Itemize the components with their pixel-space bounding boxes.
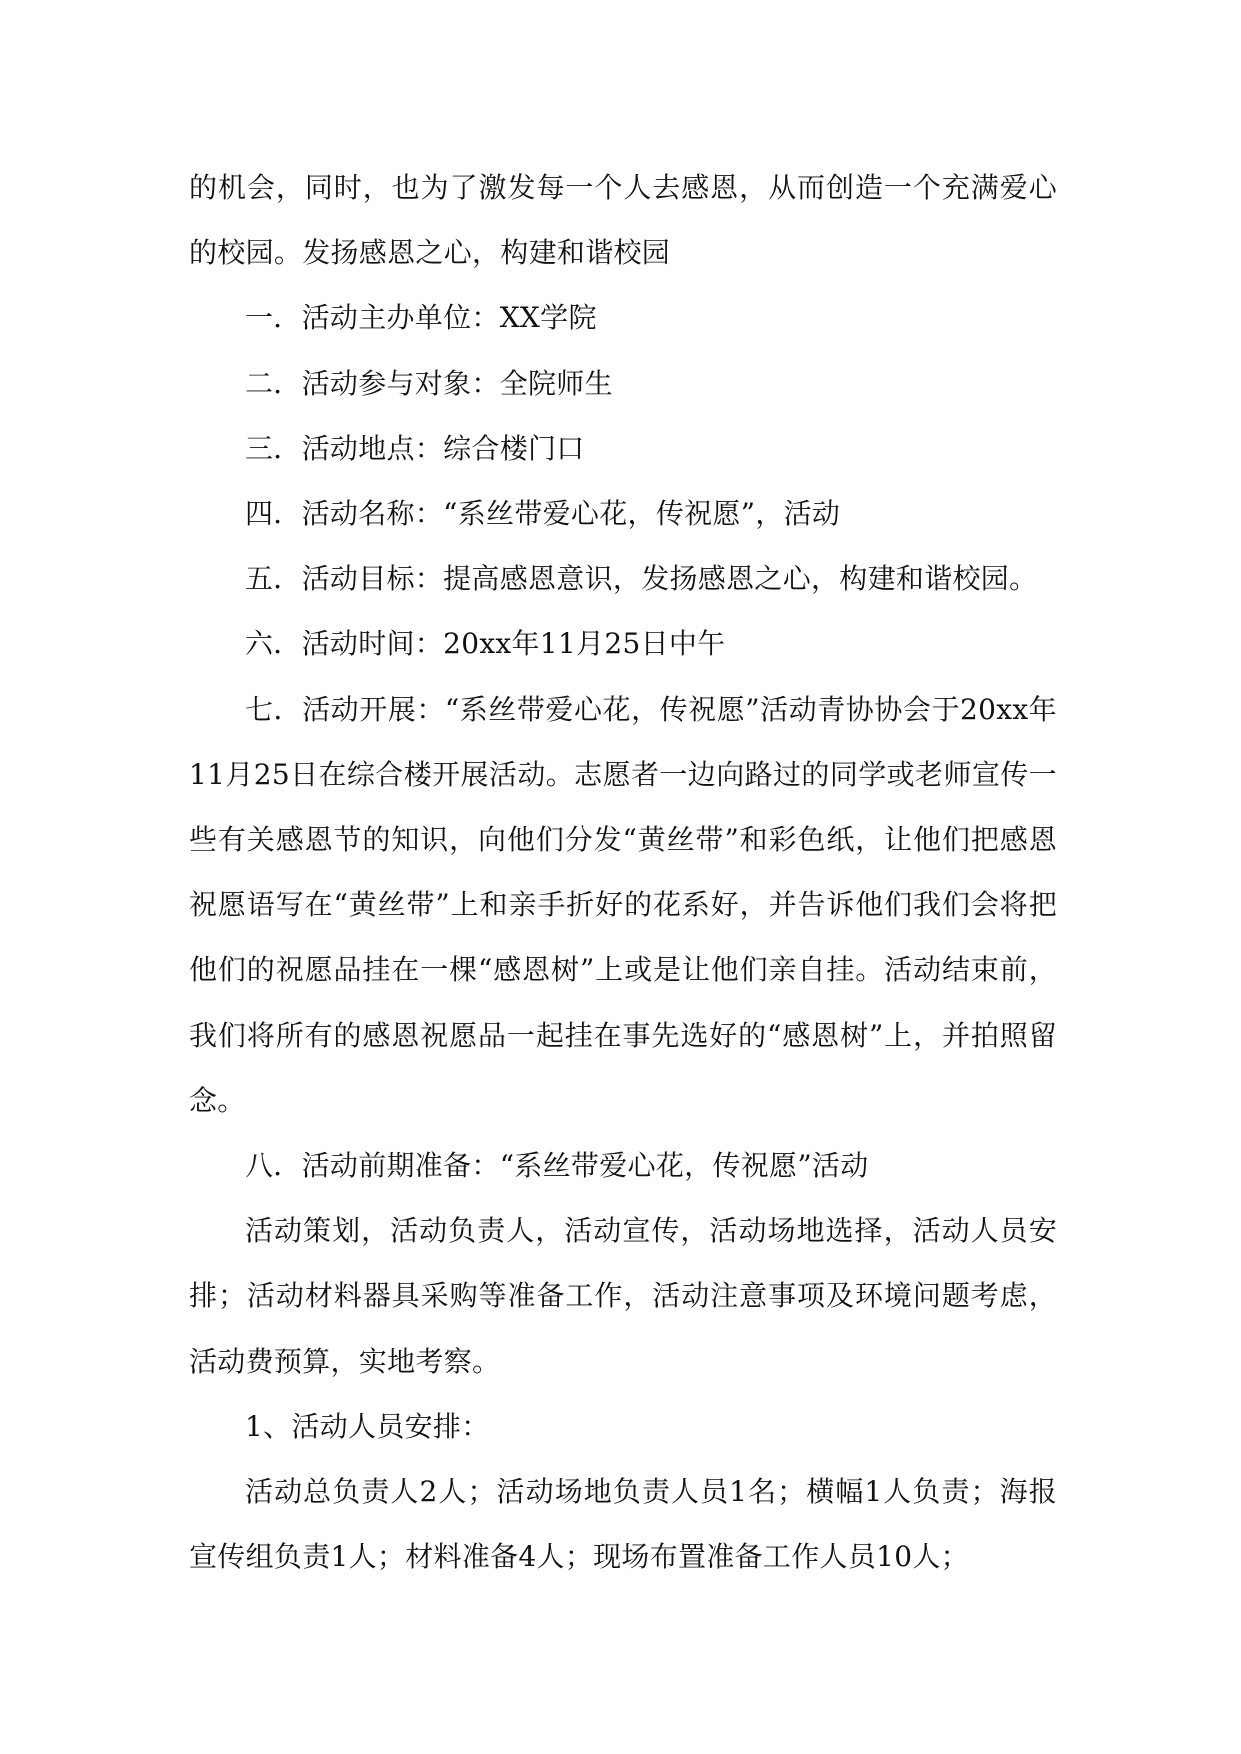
paragraph-staff-heading: 1、活动人员安排： xyxy=(245,1409,490,1443)
paragraph-process: 七．活动开展：“系丝带爱心花，传祝愿”活动青协协会于20xx年11月25日在综合楼开展活动。志愿者一边向路过的同学或老师宣传一些有关感恩节的知识，向他们分发“黄丝带”和彩色纸，让他们把感恩祝愿语写在“黄丝带”上和亲手折好的花系好，并告诉他们我们会将把他们的祝愿品挂在一棵“感恩树”上或是让他们亲自挂。活动结束前，我们将所有的感恩祝愿品一起挂在事先选好的“感恩树”上，并拍照留念。 xyxy=(189,692,1057,1117)
paragraph-staff-details: 活动总负责人2人；活动场地负责人员1名；横幅1人负责；海报宣传组负责1人；材料准备4人；现场布置准备工作人员10人； xyxy=(189,1475,1057,1574)
paragraph-location: 三．活动地点：综合楼门口 xyxy=(245,431,585,465)
paragraph-activity-name: 四．活动名称：“系丝带爱心花，传祝愿”，活动 xyxy=(245,497,841,531)
paragraph-goal: 五．活动目标：提高感恩意识，发扬感恩之心，构建和谐校园。 xyxy=(245,562,1038,596)
paragraph-intro-continued: 的机会，同时，也为了激发每一个人去感恩，从而创造一个充满爱心的校园。发扬感恩之心，构建和谐校园 xyxy=(189,171,1057,270)
paragraph-preparation-heading: 八．活动前期准备：“系丝带爱心花，传祝愿”活动 xyxy=(245,1149,869,1183)
paragraph-participants: 二．活动参与对象：全院师生 xyxy=(245,366,613,400)
paragraph-time: 六．活动时间：20xx年11月25日中午 xyxy=(245,627,726,661)
paragraph-organizer: 一．活动主办单位：XX学院 xyxy=(245,301,597,335)
paragraph-preparation-details: 活动策划，活动负责人，活动宣传，活动场地选择，活动人员安排；活动材料器具采购等准备工作，活动注意事项及环境问题考虑，活动费预算，实地考察。 xyxy=(189,1214,1057,1378)
document-body xyxy=(189,155,1057,1589)
